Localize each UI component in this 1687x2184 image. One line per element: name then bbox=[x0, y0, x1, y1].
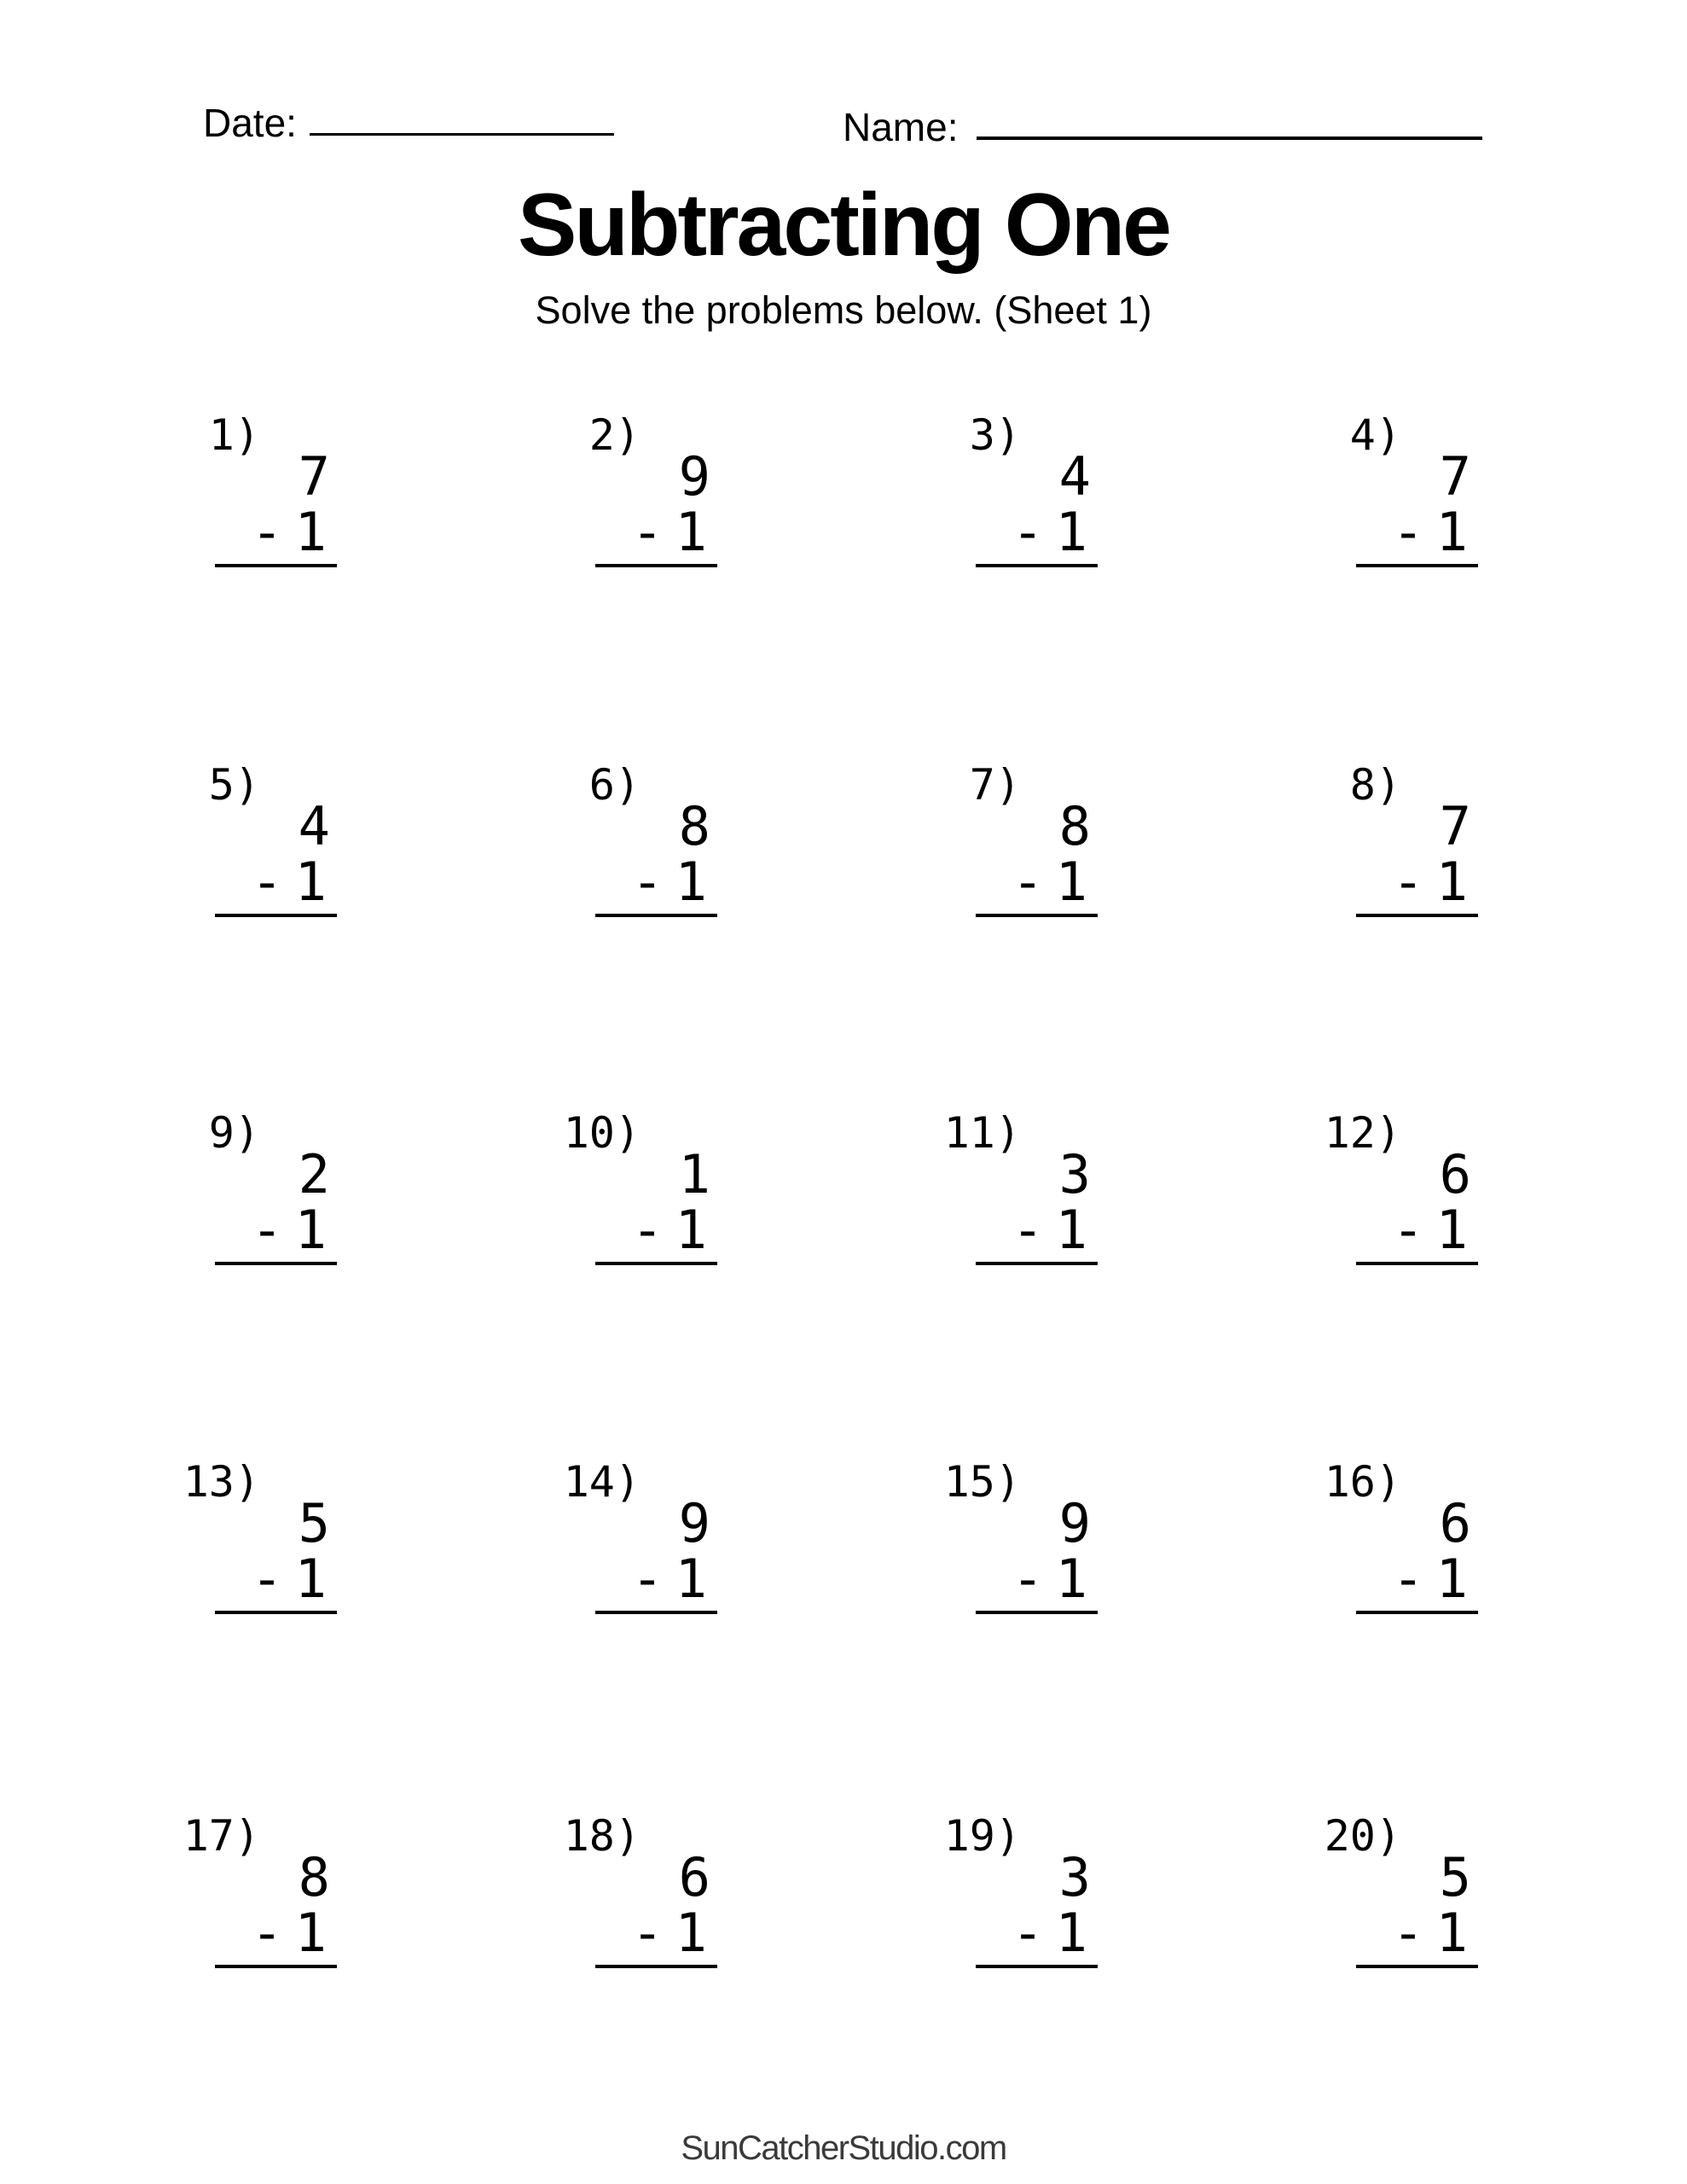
footer-site: SunCatcherStudio.com bbox=[681, 2129, 1006, 2167]
minus-operator: - bbox=[1012, 501, 1044, 563]
problem-number: 16) bbox=[1324, 1457, 1401, 1507]
problem bbox=[1324, 1457, 1478, 1823]
minuend: 8 bbox=[1058, 795, 1091, 857]
subtraction-row bbox=[1392, 1199, 1468, 1261]
problem bbox=[969, 410, 1098, 772]
minus-operator: - bbox=[251, 1548, 283, 1610]
answer-line bbox=[976, 1611, 1098, 1614]
subtrahend: 1 bbox=[1055, 501, 1087, 563]
minus-operator: - bbox=[251, 1199, 283, 1261]
problem-number: 3) bbox=[969, 410, 1021, 460]
minuend: 3 bbox=[1058, 1143, 1091, 1205]
problem bbox=[943, 1457, 1098, 1823]
minus-operator: - bbox=[1392, 501, 1424, 563]
answer-line bbox=[1356, 564, 1478, 567]
subtraction-row bbox=[251, 1548, 327, 1610]
page-title: Subtracting One bbox=[518, 176, 1169, 275]
minuend: 8 bbox=[298, 1846, 330, 1908]
subtraction-row bbox=[251, 1199, 327, 1261]
minus-operator: - bbox=[631, 501, 664, 563]
answer-line bbox=[976, 564, 1098, 567]
subtrahend: 1 bbox=[675, 1548, 707, 1610]
problem bbox=[588, 410, 717, 772]
subtraction-row bbox=[1012, 851, 1087, 913]
minus-operator: - bbox=[1392, 1199, 1424, 1261]
minus-operator: - bbox=[631, 851, 664, 913]
minuend: 4 bbox=[298, 795, 330, 857]
subtrahend: 1 bbox=[675, 851, 707, 913]
answer-line bbox=[1356, 1965, 1478, 1968]
problem-number: 14) bbox=[563, 1457, 641, 1507]
problem bbox=[183, 1811, 337, 2002]
problem-number: 1) bbox=[208, 410, 260, 460]
minuend: 7 bbox=[298, 445, 330, 508]
minuend: 6 bbox=[1439, 1492, 1471, 1554]
problem-number: 6) bbox=[588, 760, 641, 810]
minuend: 9 bbox=[678, 1492, 710, 1554]
minuend: 1 bbox=[678, 1143, 710, 1205]
problem-number: 17) bbox=[183, 1811, 260, 1861]
subtraction-row bbox=[1392, 851, 1468, 913]
answer-line bbox=[1356, 914, 1478, 917]
subtraction-row bbox=[1012, 501, 1087, 563]
subtrahend: 1 bbox=[1055, 1902, 1087, 1964]
subtraction-row bbox=[1012, 1902, 1087, 1964]
subtraction-row bbox=[1392, 501, 1468, 563]
answer-line bbox=[215, 564, 337, 567]
minuend: 9 bbox=[678, 445, 710, 508]
problem bbox=[563, 1811, 717, 2002]
problem bbox=[588, 760, 717, 1120]
answer-line bbox=[595, 914, 717, 917]
subtraction-row bbox=[251, 1902, 327, 1964]
minuend: 6 bbox=[1439, 1143, 1471, 1205]
subtraction-row bbox=[1012, 1548, 1087, 1610]
subtraction-row bbox=[631, 1199, 707, 1261]
problem bbox=[969, 760, 1098, 1120]
minuend: 2 bbox=[298, 1143, 330, 1205]
answer-line bbox=[215, 1262, 337, 1265]
answer-line bbox=[215, 1611, 337, 1614]
minuend: 7 bbox=[1439, 795, 1471, 857]
subtraction-row bbox=[631, 851, 707, 913]
answer-line bbox=[595, 1965, 717, 1968]
minus-operator: - bbox=[251, 501, 283, 563]
problem bbox=[1324, 1811, 1478, 2002]
answer-line bbox=[1356, 1262, 1478, 1265]
problem bbox=[943, 1811, 1098, 2002]
subtrahend: 1 bbox=[1055, 1199, 1087, 1261]
subtraction-row bbox=[251, 851, 327, 913]
answer-line bbox=[595, 1262, 717, 1265]
minus-operator: - bbox=[1012, 851, 1044, 913]
subtrahend: 1 bbox=[1055, 1548, 1087, 1610]
problem-number: 9) bbox=[208, 1108, 260, 1158]
problem-number: 18) bbox=[563, 1811, 641, 1861]
minuend: 3 bbox=[1058, 1846, 1091, 1908]
subtrahend: 1 bbox=[675, 501, 707, 563]
problem-number: 11) bbox=[943, 1108, 1021, 1158]
minus-operator: - bbox=[251, 851, 283, 913]
answer-line bbox=[595, 564, 717, 567]
name-label: Name: bbox=[843, 105, 959, 149]
problem-number: 8) bbox=[1349, 760, 1401, 810]
problem-number: 19) bbox=[943, 1811, 1021, 1861]
answer-line bbox=[976, 1965, 1098, 1968]
problem-number: 7) bbox=[969, 760, 1021, 810]
subtrahend: 1 bbox=[294, 851, 327, 913]
problems-grid bbox=[183, 410, 1687, 2002]
answer-line bbox=[976, 914, 1098, 917]
subtrahend: 1 bbox=[1435, 1199, 1468, 1261]
minuend: 9 bbox=[1058, 1492, 1091, 1554]
problem-number: 4) bbox=[1349, 410, 1401, 460]
minus-operator: - bbox=[1392, 851, 1424, 913]
problem bbox=[943, 1108, 1098, 1469]
subtrahend: 1 bbox=[294, 1199, 327, 1261]
minus-operator: - bbox=[631, 1902, 664, 1964]
problem-number: 12) bbox=[1324, 1108, 1401, 1158]
date-label: Date: bbox=[203, 101, 297, 145]
minus-operator: - bbox=[1012, 1902, 1044, 1964]
minus-operator: - bbox=[1392, 1548, 1424, 1610]
minus-operator: - bbox=[251, 1902, 283, 1964]
minus-operator: - bbox=[631, 1199, 664, 1261]
problem bbox=[1349, 410, 1478, 772]
minus-operator: - bbox=[1012, 1548, 1044, 1610]
problem-number: 20) bbox=[1324, 1811, 1401, 1861]
subtraction-row bbox=[631, 1902, 707, 1964]
problem bbox=[208, 1108, 337, 1469]
subtraction-row bbox=[1392, 1548, 1468, 1610]
problem-number: 2) bbox=[588, 410, 641, 460]
answer-line bbox=[1356, 1611, 1478, 1614]
answer-line bbox=[976, 1262, 1098, 1265]
answer-line bbox=[215, 1965, 337, 1968]
subtrahend: 1 bbox=[1435, 851, 1468, 913]
minus-operator: - bbox=[1012, 1199, 1044, 1261]
minuend: 6 bbox=[678, 1846, 710, 1908]
subtrahend: 1 bbox=[1435, 1548, 1468, 1610]
problem bbox=[1349, 760, 1478, 1120]
answer-line bbox=[595, 1611, 717, 1614]
subtraction-row bbox=[1012, 1199, 1087, 1261]
problem-number: 13) bbox=[183, 1457, 260, 1507]
minuend: 8 bbox=[678, 795, 710, 857]
problem-number: 5) bbox=[208, 760, 260, 810]
problem-number: 10) bbox=[563, 1108, 641, 1158]
subtrahend: 1 bbox=[294, 1548, 327, 1610]
minuend: 4 bbox=[1058, 445, 1091, 508]
subtrahend: 1 bbox=[1055, 851, 1087, 913]
problem bbox=[208, 760, 337, 1120]
date-fill-in-line bbox=[310, 133, 614, 136]
problem bbox=[183, 1457, 337, 1823]
page-subtitle: Solve the problems below. (Sheet 1) bbox=[535, 288, 1152, 332]
minus-operator: - bbox=[1392, 1902, 1424, 1964]
problem bbox=[1324, 1108, 1478, 1469]
name-fill-in-line bbox=[977, 136, 1482, 140]
subtrahend: 1 bbox=[294, 1902, 327, 1964]
minuend: 7 bbox=[1439, 445, 1471, 508]
problem bbox=[563, 1457, 717, 1823]
minuend: 5 bbox=[298, 1492, 330, 1554]
problem-number: 15) bbox=[943, 1457, 1021, 1507]
minuend: 5 bbox=[1439, 1846, 1471, 1908]
minus-operator: - bbox=[631, 1548, 664, 1610]
subtraction-row bbox=[251, 501, 327, 563]
subtrahend: 1 bbox=[1435, 1902, 1468, 1964]
subtrahend: 1 bbox=[675, 1199, 707, 1261]
subtraction-row bbox=[631, 501, 707, 563]
subtraction-row bbox=[631, 1548, 707, 1610]
problem bbox=[208, 410, 337, 772]
answer-line bbox=[215, 914, 337, 917]
subtrahend: 1 bbox=[294, 501, 327, 563]
subtraction-row bbox=[1392, 1902, 1468, 1964]
problem bbox=[563, 1108, 717, 1469]
subtrahend: 1 bbox=[675, 1902, 707, 1964]
subtrahend: 1 bbox=[1435, 501, 1468, 563]
